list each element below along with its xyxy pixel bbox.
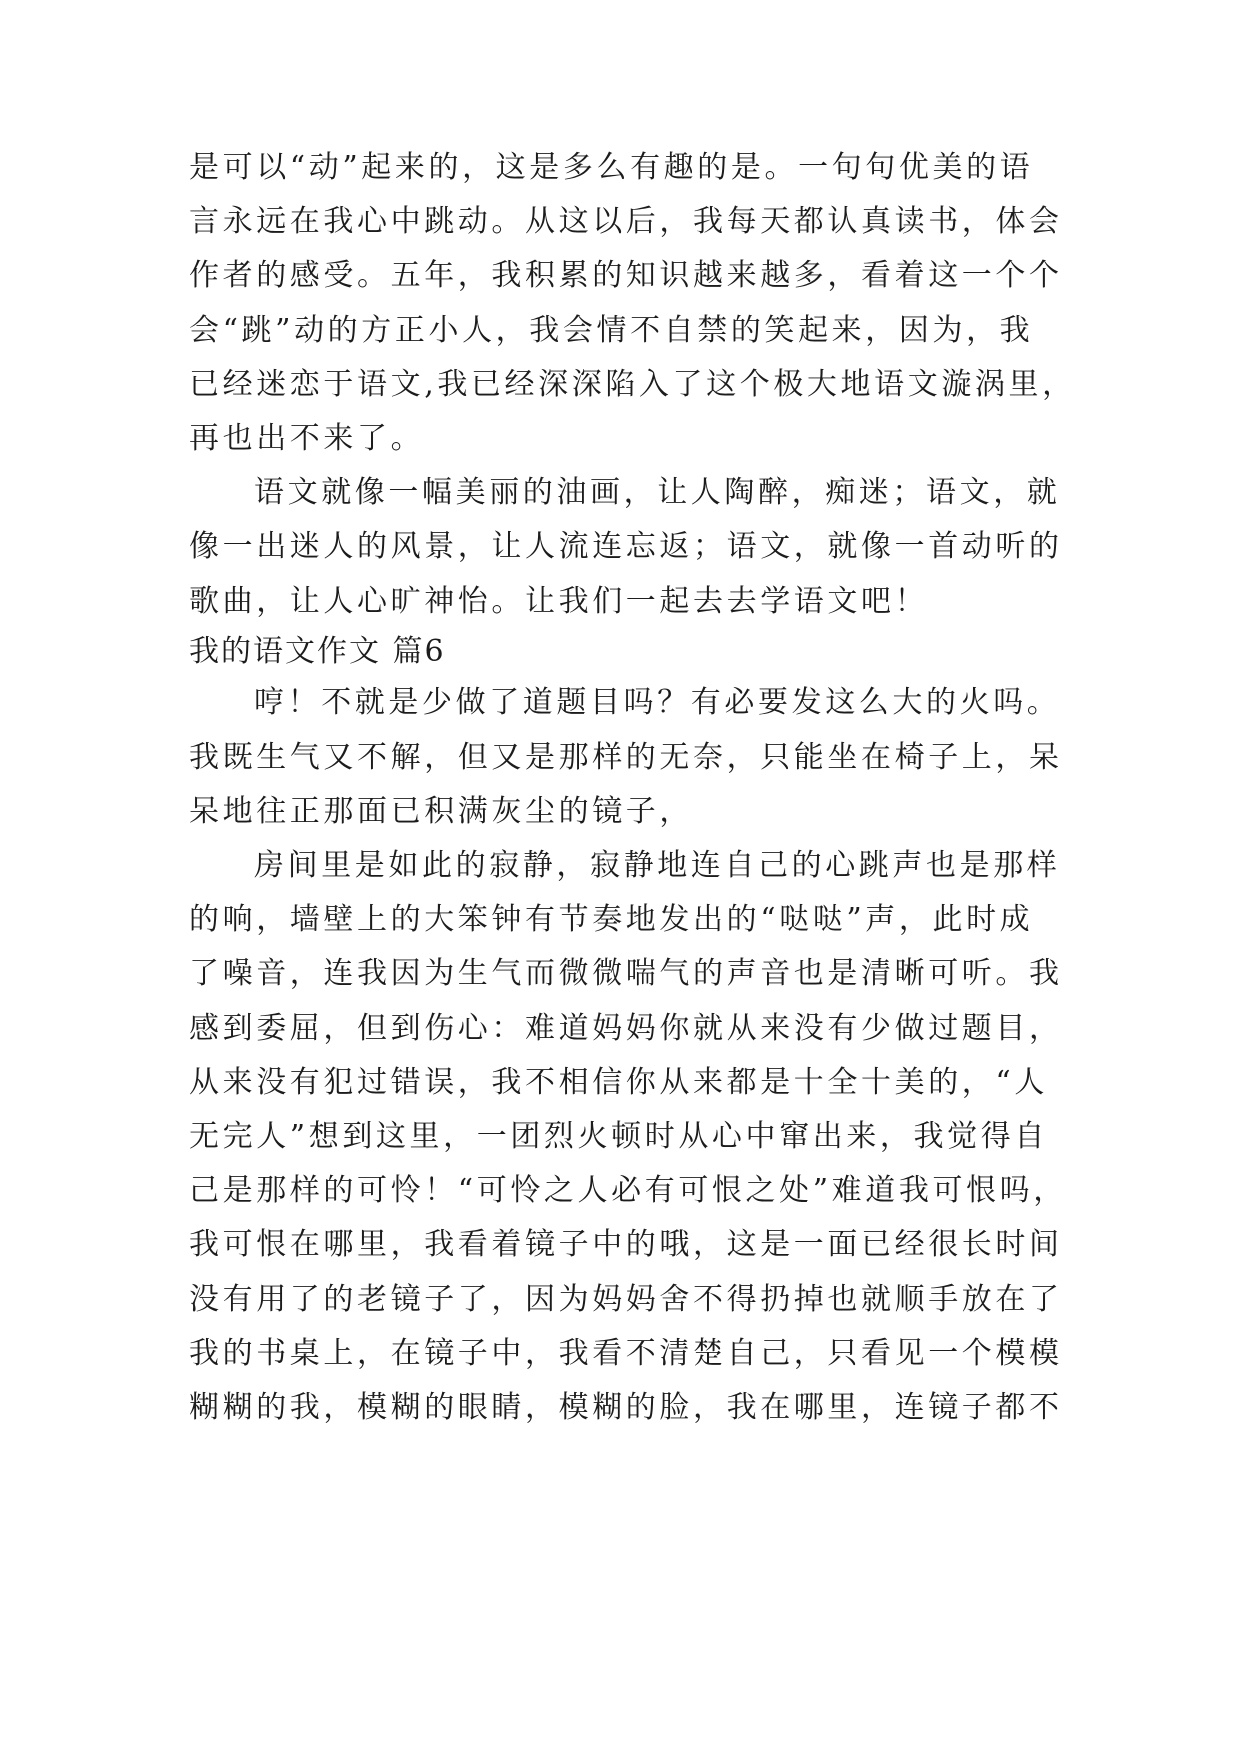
paragraph-first-line: 哼！不就是少做了道题目吗？有必要发这么大的火吗。	[254, 685, 1061, 720]
text-line: 没有用了的老镜子了，因为妈妈舍不得扔掉也就顺手放在了	[189, 1282, 1063, 1317]
text-line: 感到委屈，但到伤心：难道妈妈你就从来没有少做过题目，	[189, 1011, 1063, 1046]
text-line: 了噪音，连我因为生气而微微喘气的声音也是清晰可听。我	[189, 956, 1063, 991]
section-heading: 我的语文作文 篇6	[189, 634, 446, 669]
text-line: 已经迷恋于语文,我已经深深陷入了这个极大地语文漩涡里，	[189, 367, 1076, 402]
paragraph-first-line: 语文就像一幅美丽的油画，让人陶醉，痴迷；语文，就	[254, 475, 1061, 510]
text-line: 作者的感受。五年，我积累的知识越来越多，看着这一个个	[189, 258, 1063, 293]
text-line: 会“跳”动的方正小人，我会情不自禁的笑起来，因为，我	[189, 313, 1034, 348]
text-line: 我的书桌上，在镜子中，我看不清楚自己，只看见一个模模	[189, 1336, 1063, 1371]
text-line: 从来没有犯过错误，我不相信你从来都是十全十美的，“人	[189, 1065, 1048, 1100]
text-line: 歌曲，让人心旷神怡。让我们一起去去学语文吧！	[189, 584, 929, 619]
text-line: 言永远在我心中跳动。从这以后，我每天都认真读书，体会	[189, 204, 1063, 239]
text-line: 是可以“动”起来的，这是多么有趣的是。一句句优美的语	[189, 150, 1034, 185]
text-line: 呆地往正那面已积满灰尘的镜子，	[189, 794, 693, 829]
text-line: 无完人”想到这里，一团烈火顿时从心中窜出来，我觉得自	[189, 1119, 1048, 1154]
text-line: 的响，墙壁上的大笨钟有节奏地发出的“哒哒”声，此时成	[189, 902, 1034, 937]
text-line: 我可恨在哪里，我看着镜子中的哦，这是一面已经很长时间	[189, 1227, 1063, 1262]
text-line: 像一出迷人的风景，让人流连忘返；语文，就像一首动听的	[189, 529, 1063, 564]
text-line: 己是那样的可怜！“可怜之人必有可恨之处”难道我可恨吗，	[189, 1173, 1067, 1208]
paragraph-first-line: 房间里是如此的寂静，寂静地连自己的心跳声也是那样	[254, 848, 1061, 883]
text-line: 糊糊的我，模糊的眼睛，模糊的脸，我在哪里，连镜子都不	[189, 1390, 1063, 1425]
text-line: 我既生气又不解，但又是那样的无奈，只能坐在椅子上，呆	[189, 740, 1063, 775]
text-line: 再也出不来了。	[189, 421, 425, 456]
